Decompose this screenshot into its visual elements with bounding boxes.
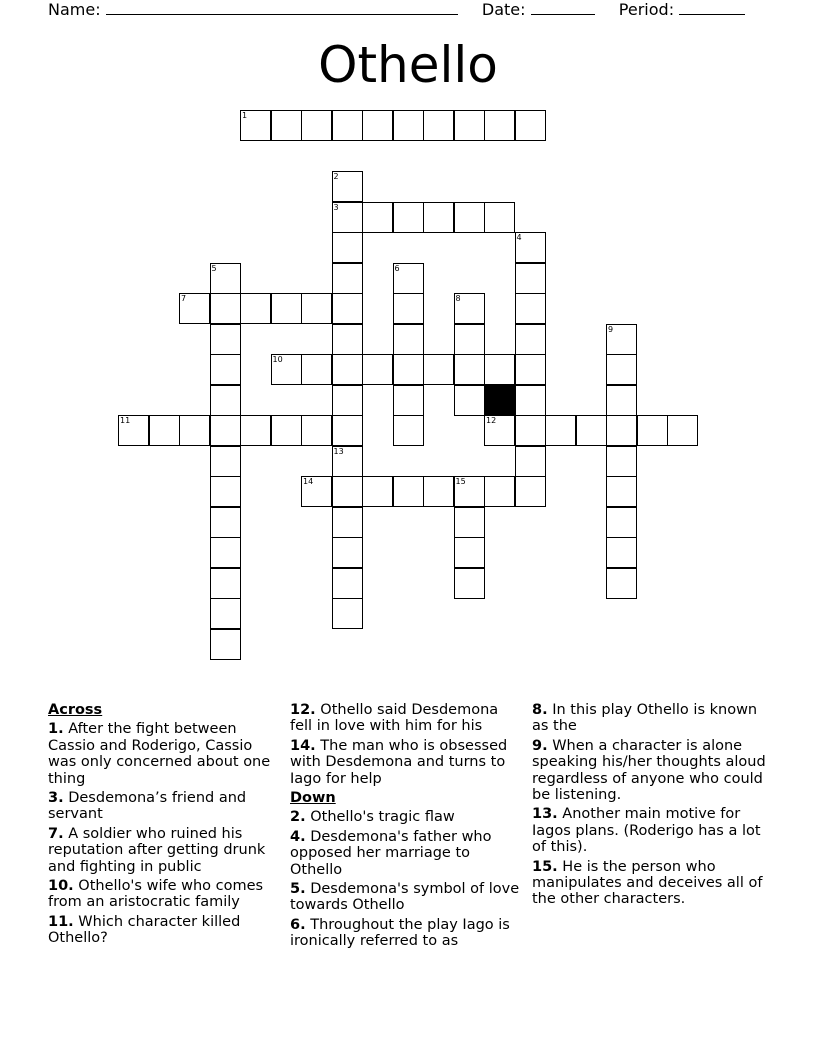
grid-cell[interactable] [545,415,576,446]
grid-cell[interactable] [271,293,302,324]
clue-number: 5 [211,263,217,273]
grid-cell[interactable] [210,476,241,507]
grid-cell[interactable] [332,537,363,568]
grid-cell[interactable] [423,202,454,233]
clue-number: 15 [455,477,466,486]
grid-cell[interactable] [362,202,393,233]
grid-cell[interactable] [332,446,363,477]
grid-cell[interactable] [484,476,515,507]
grid-cell[interactable] [210,598,241,629]
grid-cell[interactable] [667,415,698,446]
grid-cell[interactable] [332,202,363,233]
grid-cell[interactable] [393,202,424,233]
grid-cell[interactable] [393,415,424,446]
grid-cell[interactable] [606,385,637,416]
grid-cell[interactable] [515,263,546,294]
grid-cell[interactable] [362,110,393,141]
grid-cell[interactable] [179,415,210,446]
grid-cell[interactable] [515,110,546,141]
period-label: Period: [618,0,675,19]
clue-across-12: 12. Othello said Desdemona fell in love with him for his [290,702,499,735]
grid-cell[interactable] [362,354,393,385]
grid-cell[interactable] [454,476,485,507]
grid-cell[interactable] [484,354,515,385]
clue-number: 14 [303,477,314,486]
clue-down-15: 15. He is the person who manipulates and deceives all of the other characters. [532,858,763,908]
grid-cell[interactable] [240,293,271,324]
grid-cell[interactable] [423,110,454,141]
grid-cell[interactable] [332,354,363,385]
clue-number: 2 [333,172,339,181]
grid-cell[interactable] [606,415,637,446]
grid-cell[interactable] [240,415,271,446]
grid-cell[interactable] [423,476,454,507]
grid-cell[interactable] [332,568,363,599]
grid-cell[interactable] [515,324,546,355]
grid-cell[interactable] [210,568,241,599]
grid-cell[interactable] [240,110,271,141]
clue-across-7: 7. A soldier who ruined his reputation after getting drunk and fighting in public [48,825,266,875]
grid-cell[interactable] [118,415,149,446]
grid-cell[interactable] [515,385,546,416]
grid-cell[interactable] [606,537,637,568]
clue-across-1: 1. After the fight between Cassio and Roderigo, Cassio was only concerned about one thing [48,721,271,787]
grid-cell[interactable] [454,324,485,355]
grid-cell[interactable] [515,293,546,324]
grid-cell[interactable] [393,385,424,416]
grid-cell[interactable] [454,507,485,538]
grid-cell[interactable] [606,476,637,507]
clue-number: 10 [272,355,283,364]
grid-cell[interactable] [515,476,546,507]
grid-cell[interactable] [332,293,363,324]
clue-across-10: 10. Othello's wife who comes from an aristocratic family [48,878,264,911]
grid-cell[interactable] [515,354,546,385]
grid-cell[interactable] [484,110,515,141]
grid-cell[interactable] [332,324,363,355]
grid-cell[interactable] [210,629,241,660]
grid-cell[interactable] [271,110,302,141]
grid-cell[interactable] [393,476,424,507]
clue-number: 11 [120,416,131,425]
grid-cell[interactable] [393,293,424,324]
grid-cell[interactable] [362,476,393,507]
grid-cell[interactable] [454,568,485,599]
grid-cell[interactable] [484,202,515,233]
grid-cell[interactable] [454,537,485,568]
grid-cell[interactable] [301,415,332,446]
clue-down-9: 9. When a character is alone speaking his/her thoughts aloud regardless of anyone who could be listening. [532,737,766,804]
grid-cell[interactable] [332,263,363,294]
grid-cell[interactable] [454,202,485,233]
clue-column-3 [532,702,772,911]
grid-cell[interactable] [393,263,424,294]
grid-cell[interactable] [454,385,485,416]
grid-cell[interactable] [271,354,302,385]
clue-down-8: 8. In this play Othello is known as the [532,702,758,735]
grid-cell[interactable] [332,507,363,538]
clue-number: 1 [242,111,248,120]
clue-number: 8 [455,294,461,303]
grid-cell[interactable] [423,354,454,385]
grid-cell[interactable] [301,476,332,507]
grid-cell[interactable] [332,385,363,416]
down-heading: Down [290,790,336,807]
clue-down-5: 5. Desdemona's symbol of love towards Othello [290,881,520,914]
grid-cell[interactable] [301,354,332,385]
clue-down-6: 6. Throughout the play Iago is ironically referred to as [290,916,510,950]
grid-cell[interactable] [515,446,546,477]
grid-cell[interactable] [515,232,546,263]
clue-number: 12 [486,416,497,425]
clue-number: 7 [181,294,187,303]
clue-across-11: 11. Which character killed Othello? [48,913,241,947]
clue-across-3: 3. Desdemona’s friend and servant [48,790,247,823]
grid-cell[interactable] [332,232,363,263]
grid-cell[interactable] [210,263,241,294]
grid-cell[interactable] [637,415,668,446]
grid-cell[interactable] [393,354,424,385]
grid-cell[interactable] [210,354,241,385]
grid-cell[interactable] [484,415,515,446]
grid-cell[interactable] [332,171,363,202]
grid-cell[interactable] [606,354,637,385]
grid-cell[interactable] [210,507,241,538]
clue-column-2 [290,702,520,953]
grid-cell[interactable] [210,446,241,477]
clue-number: 3 [333,202,339,212]
grid-cell[interactable] [301,110,332,141]
clue-across-14: 14. The man who is obsessed with Desdemona and turns to Iago for help [290,737,508,787]
grid-cell[interactable] [606,507,637,538]
grid-cell[interactable] [210,537,241,568]
grid-cell[interactable] [210,415,241,446]
grid-cell[interactable] [179,293,210,324]
grid-cell[interactable] [332,415,363,446]
page-title: Othello [318,36,498,94]
grid-cell[interactable] [332,598,363,629]
grid-cell[interactable] [393,324,424,355]
grid-cell[interactable] [454,110,485,141]
grid-cell[interactable] [210,293,241,324]
grid-cell[interactable] [576,415,607,446]
blocked-cell [484,385,515,416]
grid-cell[interactable] [454,293,485,324]
clue-down-2: 2. Othello's tragic flaw [290,809,455,826]
clue-column-1 [48,702,280,950]
grid-cell[interactable] [393,110,424,141]
name-label: Name: [48,0,101,19]
clue-down-4: 4. Desdemona's father who opposed her marriage to Othello [290,828,492,878]
clue-number: 6 [394,263,400,273]
grid-cell[interactable] [454,354,485,385]
grid-cell[interactable] [210,385,241,416]
grid-cell[interactable] [606,446,637,477]
across-heading: Across [48,702,103,718]
grid-cell[interactable] [210,324,241,355]
grid-cell[interactable] [301,293,332,324]
grid-cell[interactable] [332,110,363,141]
grid-cell[interactable] [606,568,637,599]
clue-number: 9 [608,324,614,334]
grid-cell[interactable] [606,324,637,355]
grid-cell[interactable] [332,476,363,507]
grid-cell[interactable] [149,415,180,446]
date-label: Date: [481,0,526,19]
clue-down-13: 13. Another main motive for Iagos plans. (Roderigo has a lot of this). [532,806,761,856]
grid-cell[interactable] [271,415,302,446]
clue-number: 13 [333,446,344,456]
clue-number: 4 [516,233,522,242]
grid-cell[interactable] [515,415,546,446]
